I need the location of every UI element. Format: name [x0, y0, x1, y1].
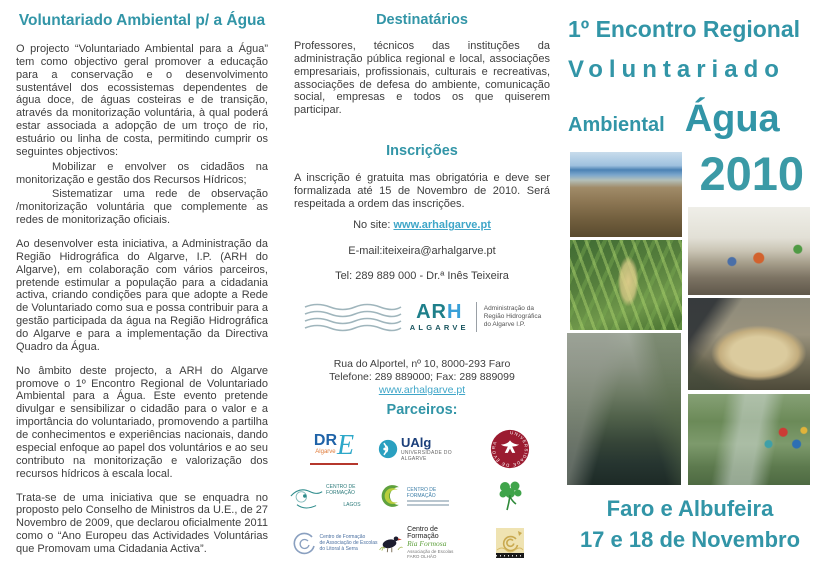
cover-dates: 17 e 18 de Novembro: [579, 527, 801, 552]
phone-line: Tel: 289 889 000 - Dr.ª Inês Teixeira: [335, 270, 509, 282]
paragraph-intro: O projecto “Voluntariado Ambiental para a Água” tem como objectivo geral promover a educação para a conservação e o desenvolvimento sustentável dos ecossistemas dependentes de água doce, de águas costeiras e de transição, através da monitorização voluntária, à qual poderá estar associada a adopção de um troço de rio, estuário ou linha de costa, permitindo cumprir os seguintes objectivos:: [16, 43, 268, 158]
photo-rocky-shore: [570, 152, 682, 237]
cover-title-voluntariado: Voluntariado: [568, 56, 785, 83]
evora-seal-text: UNIVERSIDADE DE ÉVORA: [491, 430, 529, 468]
paragraph-arh: Ao desenvolver esta iniciativa, a Administração da Região Hidrográfica do Algarve, I.P. (ARH do Algarve), em colaboração com vários parceiros, pretende estimular a população para a cidadania activa, criando condições para que adopte a Rede de Voluntariado como sua e possa contribuir para a gestão participada da água na Região Hidrográfica do Algarve e para a implementação da Directiva Quadro da Água.: [16, 238, 268, 353]
arh-wordmark: [410, 302, 469, 332]
site-link[interactable]: www.arhalgarve.pt: [393, 219, 491, 231]
ria-formosa-bird-icon: [378, 530, 404, 556]
cover-title-line1: 1º Encontro Regional: [568, 16, 801, 42]
ualg-name: UNIVERSIDADE DO ALGARVE: [401, 450, 452, 462]
paragraph-ue: Trata-se de uma iniciativa que se enquadra no proposto pelo Conselho de Ministros da U.E., de 27 Novembro de 2009, que declarou oficialmente 2011 como o “Ano Europeu das Actividades Voluntárias que Promovam uma Cidadania Activa”.: [16, 491, 268, 555]
yellow-logo-caption-band: [496, 553, 524, 558]
cf-litoral-line2: de Associação de Escolas: [319, 540, 378, 546]
paragraph-encontro: No âmbito deste projecto, a ARH do Algarve promove o 1º Encontro Regional de Voluntariado Ambiental para a Água. Este evento pretende divulgar e sensibilizar o cidadão para o valor e a importância do voluntariado, promovendo a partilha de conhecimentos e experiências nacionais, dando especial enfoque ao papel dos voluntários e ao seu contributo na monitorização e valorização dos recursos hídricos à escala local.: [16, 364, 268, 480]
arh-caption-line2: Região Hidrográfica: [483, 313, 542, 321]
logo-clover: [496, 479, 524, 513]
logo-dre-algarve: [310, 429, 358, 466]
logo-universidade-evora: [489, 428, 531, 470]
cf-litoral-spiral-icon: [290, 530, 316, 556]
address-site-link[interactable]: www.arhalgarve.pt: [378, 383, 466, 396]
cf-centro-caption-bar2: [407, 504, 449, 506]
arh-letter-h: H: [446, 301, 463, 324]
cf-centro-name: CENTRO DE FORMAÇÃO: [406, 486, 437, 499]
paragraph-objective-1: Mobilizar e envolver os cidadãos na monitorização e gestão dos Recursos Hídricos;: [16, 160, 268, 186]
dre-algarve-text: Algarve: [315, 448, 336, 455]
logo-cf-lagos: [290, 482, 378, 510]
cf-lagos-city: LAGOS: [343, 502, 361, 508]
arh-algarve-label: ALGARVE: [409, 323, 469, 333]
logo-ualg: [378, 436, 466, 462]
logo-cf-litoral-serra: [290, 530, 377, 556]
destinatarios-text: Professores, técnicos das instituções da administração pública regional e local, associações empresariais, profissionais, culturais e recreativas, associações de defesa do ambiente, comunicação social, empresas e todos os que quiserem participar.: [294, 40, 550, 117]
cover-title-line3: [568, 98, 780, 141]
dre-dr-text: DR: [313, 431, 337, 449]
photo-seahorse: [570, 240, 682, 330]
cf-litoral-line1: Centro de Formação: [319, 534, 366, 540]
arh-logo-divider: [476, 302, 477, 332]
destinatarios-title: Destinatários: [376, 12, 468, 28]
middle-panel: [286, 0, 558, 584]
cover-title-ambiental: Ambiental: [568, 114, 665, 136]
dre-caption-bar: [310, 463, 358, 466]
logo-cf-centro: [378, 483, 466, 509]
ria-formosa-line2: Ria Formosa: [407, 539, 447, 549]
cover-location: Faro e Albufeira: [606, 496, 774, 521]
site-line: [286, 219, 558, 231]
left-panel-title: Voluntariado Ambiental p/ a Água: [18, 12, 266, 29]
ria-formosa-line1: Centro de Formação: [407, 526, 439, 541]
cover-panel: [562, 0, 818, 584]
site-label: No site:: [353, 219, 391, 231]
cover-title-agua: Água: [684, 98, 780, 140]
photo-classroom: [688, 207, 810, 295]
cf-lagos-waves-icon: [290, 482, 323, 510]
arh-algarve-logo: [286, 302, 558, 332]
photo-river-canyon: [567, 333, 681, 485]
cf-litoral-line3: do Litoral à Serra: [319, 546, 358, 552]
inscricoes-title: Inscrições: [386, 143, 458, 159]
arh-letters-ar: AR: [416, 301, 447, 324]
photo-sampling-tray: [688, 298, 810, 390]
clover-tree-icon: [496, 479, 524, 513]
paragraph-objective-2: Sistematizar uma rede de observação /monitorização voluntária que complemente as redes de monitorização oficiais.: [16, 188, 268, 227]
address-line2: Telefone: 289 889000; Fax: 289 889099: [329, 370, 515, 383]
parceiros-title: Parceiros:: [386, 402, 458, 418]
arh-caption: [484, 305, 541, 328]
ualg-acronym: UAlg: [401, 435, 432, 450]
arh-caption-line1: Administração da: [483, 305, 534, 313]
cf-lagos-name: CENTRO DE FORMAÇÃO: [326, 484, 356, 496]
logo-yellow-spiral: [496, 528, 524, 558]
cover-year: 2010: [699, 147, 804, 200]
address-line1: Rua do Alportel, nº 10, 8000-293 Faro: [333, 358, 511, 370]
cf-centro-c-icon: [378, 483, 404, 509]
photo-volunteers-stream: [688, 394, 810, 485]
yellow-spiral-icon: [496, 529, 524, 553]
ria-formosa-line3: Associação de Escolas FARO OLHÃO: [407, 548, 454, 560]
partners-grid: [290, 424, 554, 568]
logo-cf-ria-formosa: [378, 526, 466, 559]
inscricoes-text: A inscrição é gratuita mas obrigatória e deve ser formalizada até 15 de Novembro de 2010. Será respeitada a ordem das inscrições.: [294, 172, 550, 210]
arh-waves-icon: [303, 302, 403, 332]
email-line[interactable]: E-mail:iteixeira@arhalgarve.pt: [348, 245, 496, 257]
ualg-shell-icon: [378, 437, 398, 461]
left-panel: [16, 0, 268, 556]
arh-caption-line3: do Algarve I.P.: [483, 320, 526, 328]
cf-centro-caption-bar1: [407, 500, 449, 502]
evora-seal-icon: [489, 428, 531, 470]
address-block: [286, 358, 558, 396]
yellow-spiral-tile: [496, 528, 524, 558]
dre-e-glyph: E: [337, 429, 355, 461]
